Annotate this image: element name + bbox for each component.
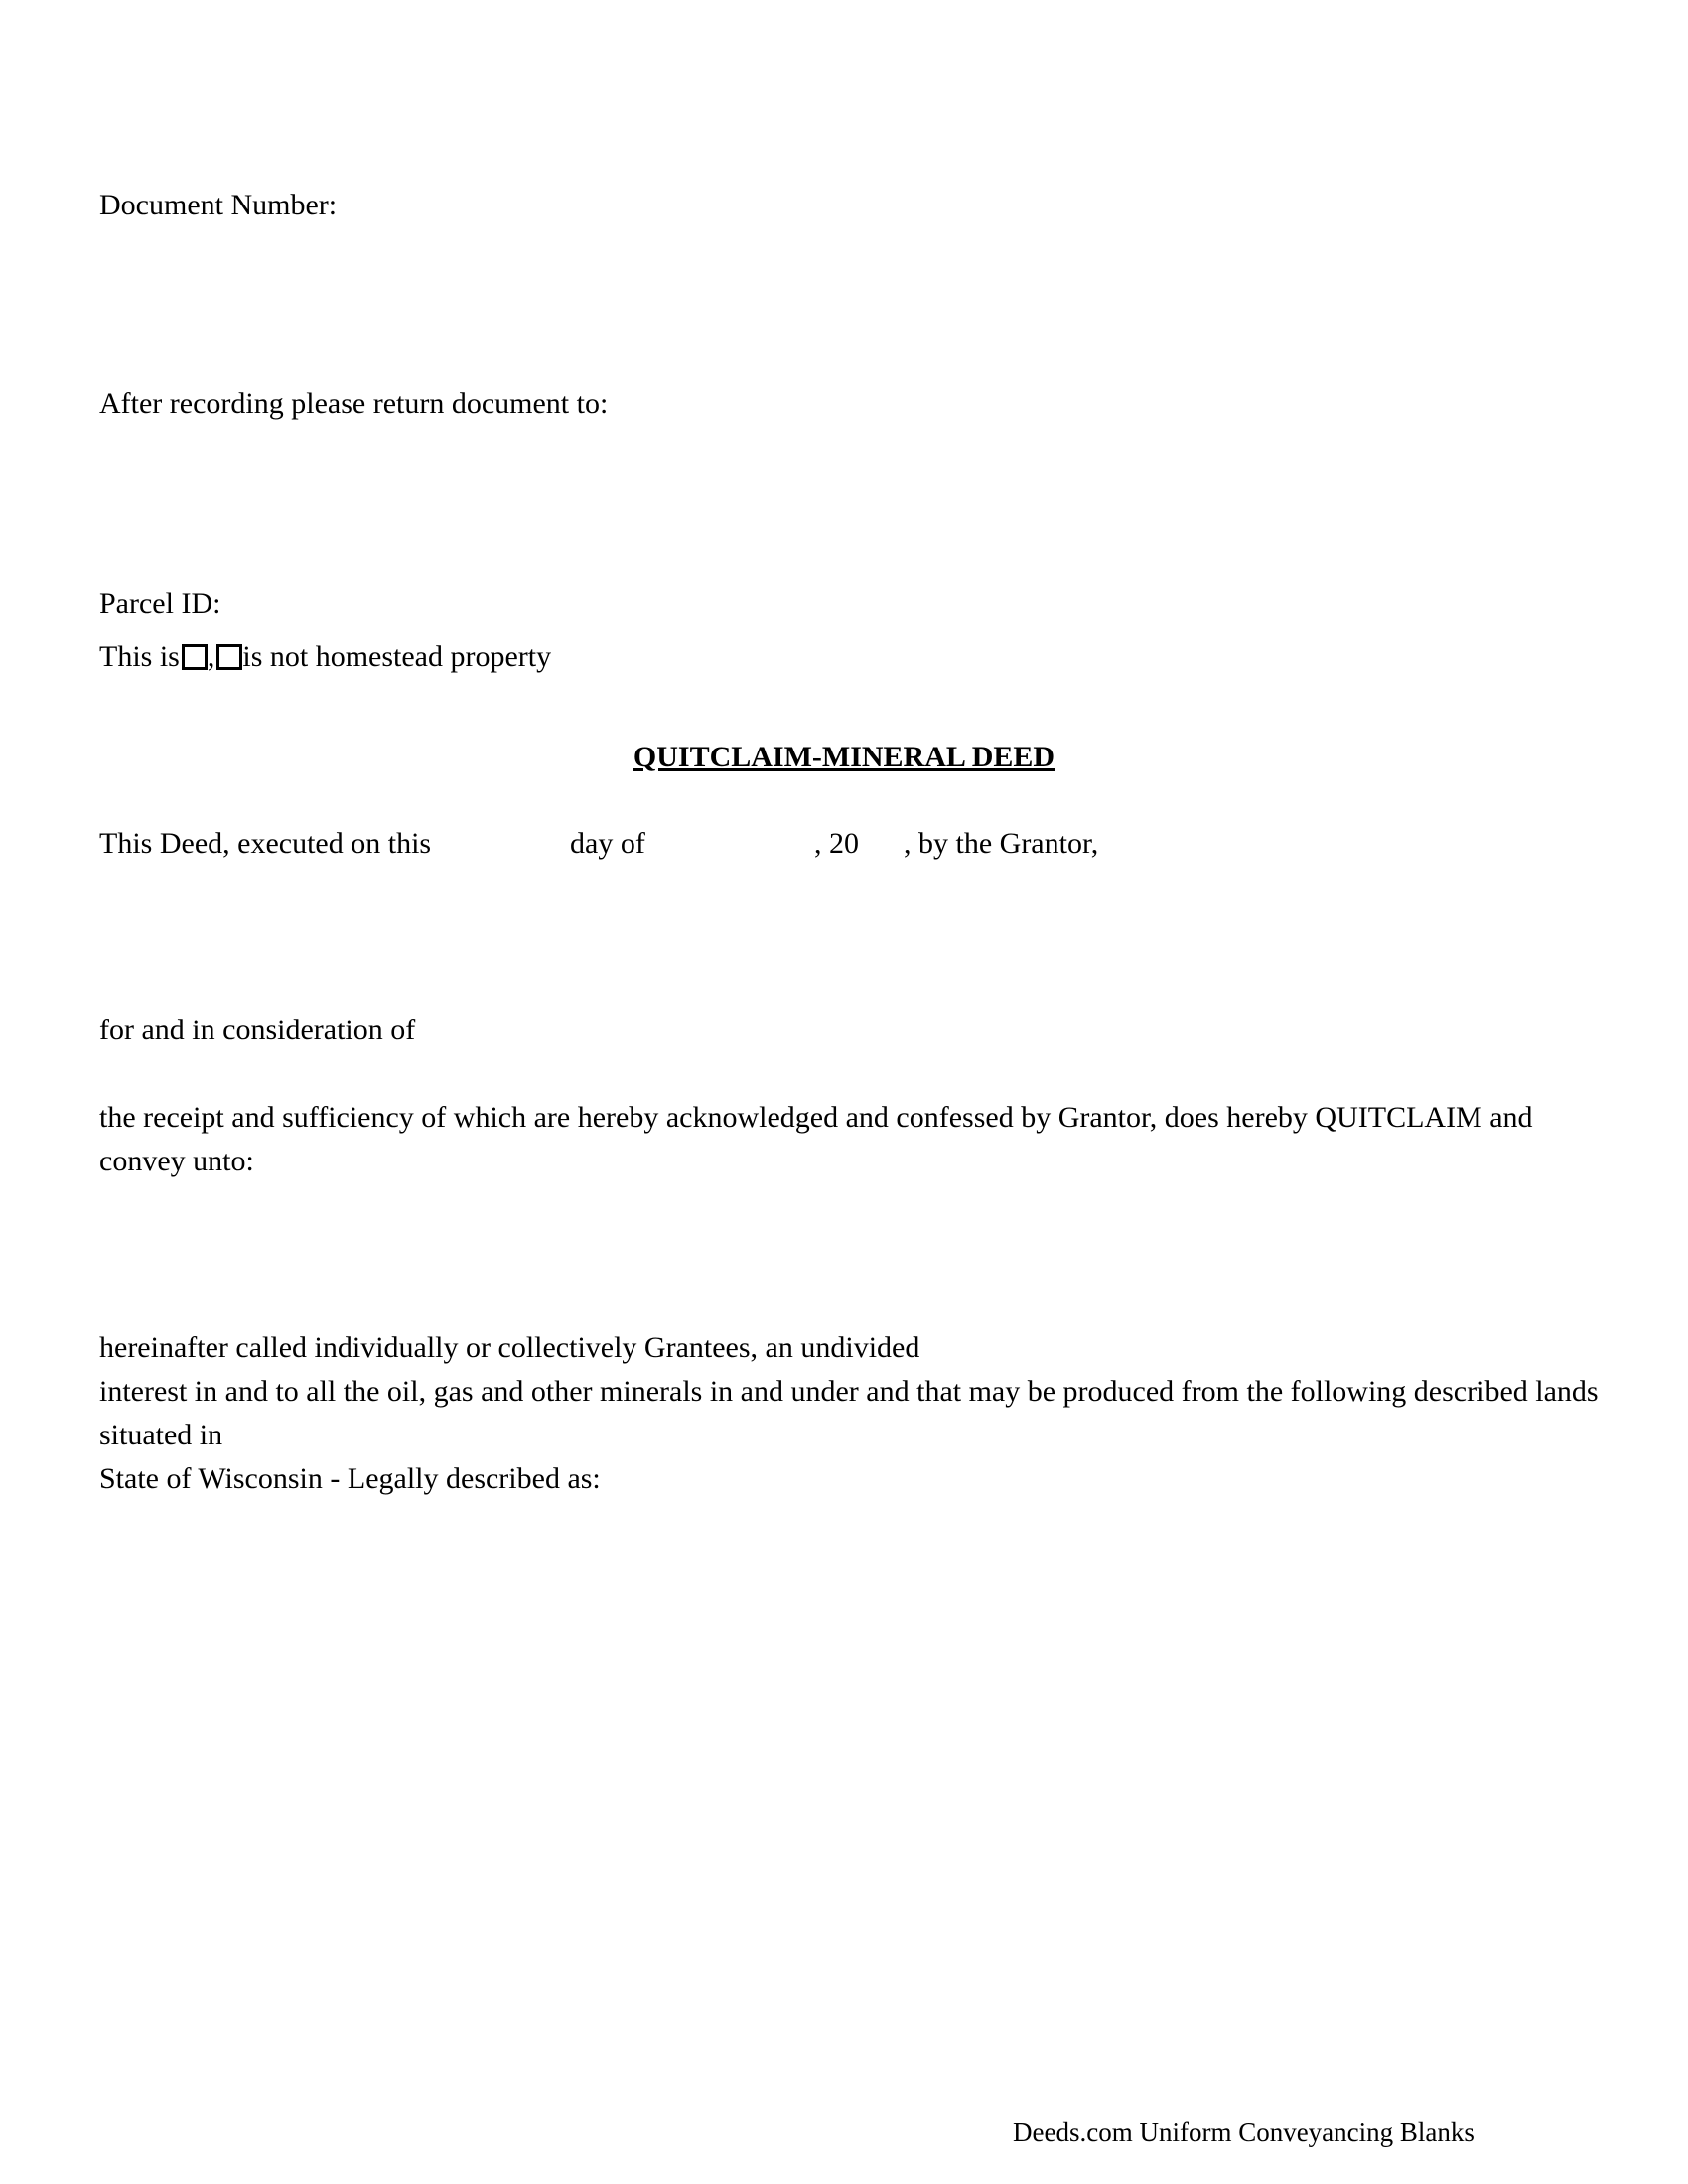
homestead-is-checkbox[interactable] bbox=[182, 644, 208, 670]
executed-part4: , by the Grantor, bbox=[904, 827, 1099, 860]
homestead-prefix: This is bbox=[99, 640, 180, 673]
executed-part2: day of bbox=[570, 827, 645, 860]
deed-title: QUITCLAIM-MINERAL DEED bbox=[633, 741, 1055, 773]
return-to-label: After recording please return document to: bbox=[99, 387, 609, 420]
grant-line-2: interest in and to all the oil, gas and other minerals in and under and that may be produced from the following described lands situated in bbox=[99, 1375, 1599, 1451]
parcel-id-label: Parcel ID: bbox=[99, 587, 221, 619]
homestead-is-not-checkbox[interactable] bbox=[216, 644, 242, 670]
executed-part1: This Deed, executed on this bbox=[99, 827, 432, 860]
document-number-label: Document Number: bbox=[99, 189, 338, 221]
footer-text: Deeds.com Uniform Conveyancing Blanks bbox=[1013, 2117, 1475, 2147]
homestead-suffix: is not homestead property bbox=[242, 640, 552, 673]
executed-part3: , 20 bbox=[814, 827, 859, 860]
consideration-text: for and in consideration of bbox=[99, 1014, 416, 1046]
grant-line-1: hereinafter called individually or collectively Grantees, an undivided bbox=[99, 1331, 920, 1364]
grant-line-3: State of Wisconsin - Legally described as: bbox=[99, 1462, 601, 1495]
receipt-paragraph: the receipt and sufficiency of which are hereby acknowledged and confessed by Grantor, does hereby QUITCLAIM and convey unto: bbox=[99, 1101, 1533, 1177]
grant-paragraph bbox=[99, 1326, 1609, 1501]
homestead-statement bbox=[99, 635, 551, 679]
homestead-separator: , bbox=[207, 640, 215, 673]
